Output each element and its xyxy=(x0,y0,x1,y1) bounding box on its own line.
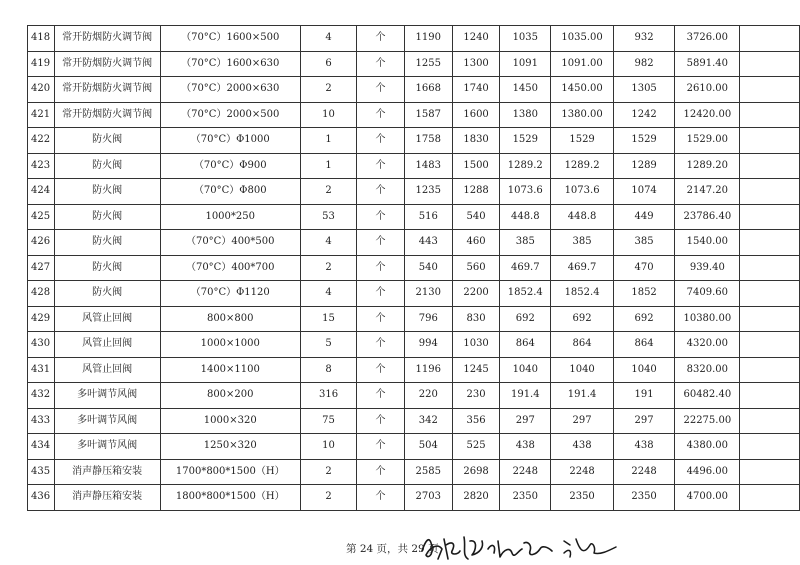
table-cell: 防火阀 xyxy=(54,179,160,205)
table-cell: 1040 xyxy=(613,357,675,383)
table-cell: 4320.00 xyxy=(675,332,740,358)
page-number: 第 24 页，共 29 页 xyxy=(346,543,439,555)
table-cell: 1529 xyxy=(551,128,613,154)
table-cell: 12420.00 xyxy=(675,102,740,128)
table-cell xyxy=(740,153,800,179)
table-cell: 个 xyxy=(357,255,404,281)
table-cell: 防火阀 xyxy=(54,281,160,307)
table-cell: 常开防烟防火调节阀 xyxy=(54,77,160,103)
table-cell: 1668 xyxy=(404,77,452,103)
table-cell: 1242 xyxy=(613,102,675,128)
table-cell: 5 xyxy=(300,332,356,358)
table-cell: 422 xyxy=(28,128,55,154)
table-row xyxy=(28,434,800,460)
table-cell: 1196 xyxy=(404,357,452,383)
table-cell: 1289.2 xyxy=(500,153,551,179)
table-cell: 425 xyxy=(28,204,55,230)
table-cell: 191.4 xyxy=(551,383,613,409)
table-cell xyxy=(740,179,800,205)
table-cell xyxy=(740,306,800,332)
table-row xyxy=(28,26,800,52)
table-cell: 60482.40 xyxy=(675,383,740,409)
table-cell: 4 xyxy=(300,26,356,52)
table-cell: 864 xyxy=(500,332,551,358)
table-cell: 1073.6 xyxy=(551,179,613,205)
table-cell: 356 xyxy=(452,408,499,434)
table-row xyxy=(28,306,800,332)
table-cell: 438 xyxy=(613,434,675,460)
table-cell: （70°C）2000×500 xyxy=(160,102,300,128)
table-cell: 个 xyxy=(357,230,404,256)
table-cell: 15 xyxy=(300,306,356,332)
table-cell: 23786.40 xyxy=(675,204,740,230)
table-row xyxy=(28,357,800,383)
table-body xyxy=(28,26,800,511)
table-cell: （70°C）Φ800 xyxy=(160,179,300,205)
table-cell: 4700.00 xyxy=(675,485,740,511)
table-cell xyxy=(740,459,800,485)
table-cell xyxy=(740,485,800,511)
table-cell xyxy=(740,51,800,77)
table-cell: 1030 xyxy=(452,332,499,358)
table-cell: 525 xyxy=(452,434,499,460)
table-cell: 个 xyxy=(357,459,404,485)
table-cell: 1255 xyxy=(404,51,452,77)
table-cell: 1000×1000 xyxy=(160,332,300,358)
table-cell: 1073.6 xyxy=(500,179,551,205)
table-cell: 436 xyxy=(28,485,55,511)
table-cell: 1700*800*1500（H） xyxy=(160,459,300,485)
table-cell: 1600 xyxy=(452,102,499,128)
table-cell xyxy=(740,383,800,409)
table-cell: 1091 xyxy=(500,51,551,77)
table-row xyxy=(28,281,800,307)
table-cell: 423 xyxy=(28,153,55,179)
table-cell: 1 xyxy=(300,153,356,179)
table-cell: 540 xyxy=(404,255,452,281)
table-cell: 220 xyxy=(404,383,452,409)
table-row xyxy=(28,102,800,128)
table-cell: 1300 xyxy=(452,51,499,77)
table-cell: 个 xyxy=(357,357,404,383)
table-cell: 2703 xyxy=(404,485,452,511)
table-cell: 385 xyxy=(551,230,613,256)
table-cell: （70°C）Φ1120 xyxy=(160,281,300,307)
table-cell: 53 xyxy=(300,204,356,230)
table-cell: 2248 xyxy=(500,459,551,485)
table-cell: 297 xyxy=(613,408,675,434)
table-cell: 426 xyxy=(28,230,55,256)
table-cell: 418 xyxy=(28,26,55,52)
table-cell: 1235 xyxy=(404,179,452,205)
table-cell: 风管止回阀 xyxy=(54,332,160,358)
table-cell xyxy=(740,434,800,460)
table-cell: 2820 xyxy=(452,485,499,511)
table-cell: 800×200 xyxy=(160,383,300,409)
table-cell: 2147.20 xyxy=(675,179,740,205)
table-cell: 75 xyxy=(300,408,356,434)
table-cell: 1800*800*1500（H） xyxy=(160,485,300,511)
table-cell: 428 xyxy=(28,281,55,307)
table-cell: 1035 xyxy=(500,26,551,52)
table-cell: 防火阀 xyxy=(54,230,160,256)
table-cell: 2 xyxy=(300,255,356,281)
table-cell: 316 xyxy=(300,383,356,409)
page-footer xyxy=(0,537,800,557)
table-cell: 385 xyxy=(613,230,675,256)
table-cell: 个 xyxy=(357,51,404,77)
table-cell: 435 xyxy=(28,459,55,485)
table-cell: 6 xyxy=(300,51,356,77)
table-cell: 4496.00 xyxy=(675,459,740,485)
table-cell xyxy=(740,408,800,434)
table-cell: 1091.00 xyxy=(551,51,613,77)
table-cell: 1190 xyxy=(404,26,452,52)
table-cell: 438 xyxy=(500,434,551,460)
table-cell xyxy=(740,204,800,230)
table-cell: 692 xyxy=(551,306,613,332)
table-cell: 830 xyxy=(452,306,499,332)
table-cell: 1529.00 xyxy=(675,128,740,154)
table-row xyxy=(28,255,800,281)
table-cell: 982 xyxy=(613,51,675,77)
table-cell: 4 xyxy=(300,281,356,307)
table-cell: 个 xyxy=(357,281,404,307)
table-cell: （70°C）1600×630 xyxy=(160,51,300,77)
table-cell: 1 xyxy=(300,128,356,154)
table-cell: 469.7 xyxy=(551,255,613,281)
table-cell: 1035.00 xyxy=(551,26,613,52)
table-cell xyxy=(740,77,800,103)
table-cell xyxy=(740,332,800,358)
table-cell: 560 xyxy=(452,255,499,281)
table-cell: 939.40 xyxy=(675,255,740,281)
table-cell: 449 xyxy=(613,204,675,230)
table-cell: 1852.4 xyxy=(500,281,551,307)
table-cell: 个 xyxy=(357,128,404,154)
table-cell: 个 xyxy=(357,332,404,358)
table-cell: 1830 xyxy=(452,128,499,154)
table-cell: 1400×1100 xyxy=(160,357,300,383)
table-cell: 2350 xyxy=(551,485,613,511)
table-cell: 2350 xyxy=(613,485,675,511)
table-cell: 1740 xyxy=(452,77,499,103)
table-cell: 2248 xyxy=(551,459,613,485)
table-cell: 2 xyxy=(300,485,356,511)
table-cell: 448.8 xyxy=(551,204,613,230)
table-cell xyxy=(740,102,800,128)
table-cell: 1288 xyxy=(452,179,499,205)
table-cell: 1540.00 xyxy=(675,230,740,256)
table-cell: 297 xyxy=(551,408,613,434)
table-cell: 800×800 xyxy=(160,306,300,332)
table-cell xyxy=(740,281,800,307)
table-cell: 1000*250 xyxy=(160,204,300,230)
table-cell: 2 xyxy=(300,459,356,485)
table-cell: 4 xyxy=(300,230,356,256)
table-cell: 22275.00 xyxy=(675,408,740,434)
table-cell: 2 xyxy=(300,179,356,205)
table-cell: 460 xyxy=(452,230,499,256)
table-cell: 个 xyxy=(357,26,404,52)
table-cell: 2248 xyxy=(613,459,675,485)
table-cell: 个 xyxy=(357,102,404,128)
table-cell: 1040 xyxy=(551,357,613,383)
table-cell: 个 xyxy=(357,434,404,460)
table-cell: 7409.60 xyxy=(675,281,740,307)
table-row xyxy=(28,77,800,103)
table-cell: 防火阀 xyxy=(54,204,160,230)
table-cell: 191 xyxy=(613,383,675,409)
table-cell: 个 xyxy=(357,204,404,230)
table-cell: 8320.00 xyxy=(675,357,740,383)
table-cell: （70°C）Φ900 xyxy=(160,153,300,179)
table-cell: 2698 xyxy=(452,459,499,485)
table-cell: 1450 xyxy=(500,77,551,103)
table-cell: 常开防烟防火调节阀 xyxy=(54,102,160,128)
table-cell xyxy=(740,255,800,281)
table-cell: 1852 xyxy=(613,281,675,307)
table-cell: 1483 xyxy=(404,153,452,179)
table-cell: 1040 xyxy=(500,357,551,383)
table-cell: 516 xyxy=(404,204,452,230)
signature-image-2 xyxy=(560,531,620,561)
table-cell: 2610.00 xyxy=(675,77,740,103)
table-cell: 864 xyxy=(613,332,675,358)
table-cell: 427 xyxy=(28,255,55,281)
table-cell: 风管止回阀 xyxy=(54,357,160,383)
table-cell: 1000×320 xyxy=(160,408,300,434)
table-cell xyxy=(740,357,800,383)
table-cell: 864 xyxy=(551,332,613,358)
table-row xyxy=(28,51,800,77)
table-cell: 消声静压箱安装 xyxy=(54,485,160,511)
table-cell: 1245 xyxy=(452,357,499,383)
table-cell: 1500 xyxy=(452,153,499,179)
table-row xyxy=(28,128,800,154)
table-cell: 429 xyxy=(28,306,55,332)
table-cell: 1289 xyxy=(613,153,675,179)
table-cell: 1758 xyxy=(404,128,452,154)
table-cell: 430 xyxy=(28,332,55,358)
table-row xyxy=(28,179,800,205)
table-cell: 4380.00 xyxy=(675,434,740,460)
table-row xyxy=(28,383,800,409)
table-cell: 5891.40 xyxy=(675,51,740,77)
table-cell: （70°C）2000×630 xyxy=(160,77,300,103)
table-cell: 1587 xyxy=(404,102,452,128)
table-cell: 420 xyxy=(28,77,55,103)
table-cell: 1074 xyxy=(613,179,675,205)
table-cell: 297 xyxy=(500,408,551,434)
table-cell: 防火阀 xyxy=(54,128,160,154)
table-cell: 多叶调节风阀 xyxy=(54,434,160,460)
table-cell: 1852.4 xyxy=(551,281,613,307)
table-row xyxy=(28,408,800,434)
table-cell: 常开防烟防火调节阀 xyxy=(54,51,160,77)
table-cell: 防火阀 xyxy=(54,153,160,179)
table-cell: 2130 xyxy=(404,281,452,307)
table-cell xyxy=(740,26,800,52)
table-cell: 230 xyxy=(452,383,499,409)
table-cell: 风管止回阀 xyxy=(54,306,160,332)
table-cell: （70°C）Φ1000 xyxy=(160,128,300,154)
table-cell: 常开防烟防火调节阀 xyxy=(54,26,160,52)
table-cell: 个 xyxy=(357,179,404,205)
table-cell: 10 xyxy=(300,102,356,128)
table-cell: 419 xyxy=(28,51,55,77)
table-row xyxy=(28,485,800,511)
table-cell: 个 xyxy=(357,485,404,511)
table-cell: 10 xyxy=(300,434,356,460)
table-cell: 8 xyxy=(300,357,356,383)
table-cell: （70°C）400*500 xyxy=(160,230,300,256)
table-cell: （70°C）400*700 xyxy=(160,255,300,281)
table-cell: 191.4 xyxy=(500,383,551,409)
signature-image xyxy=(418,529,558,565)
table-cell: 2350 xyxy=(500,485,551,511)
table-cell: 431 xyxy=(28,357,55,383)
table-cell: 1450.00 xyxy=(551,77,613,103)
table-row xyxy=(28,459,800,485)
table-cell: 424 xyxy=(28,179,55,205)
table-cell: 1529 xyxy=(613,128,675,154)
table-cell: 796 xyxy=(404,306,452,332)
table-cell: 692 xyxy=(613,306,675,332)
table-cell: 432 xyxy=(28,383,55,409)
table-row xyxy=(28,153,800,179)
price-table xyxy=(27,25,800,511)
table-cell: 433 xyxy=(28,408,55,434)
table-cell: 469.7 xyxy=(500,255,551,281)
table-cell: 342 xyxy=(404,408,452,434)
table-cell: 消声静压箱安装 xyxy=(54,459,160,485)
table-row xyxy=(28,230,800,256)
table-cell: 994 xyxy=(404,332,452,358)
table-cell: 1529 xyxy=(500,128,551,154)
table-cell xyxy=(740,230,800,256)
table-cell: 多叶调节风阀 xyxy=(54,408,160,434)
table-cell: 1240 xyxy=(452,26,499,52)
table-cell: 防火阀 xyxy=(54,255,160,281)
table-cell: 932 xyxy=(613,26,675,52)
table-cell: （70°C）1600×500 xyxy=(160,26,300,52)
table-cell: 1380 xyxy=(500,102,551,128)
table-cell: 个 xyxy=(357,306,404,332)
table-cell: 692 xyxy=(500,306,551,332)
table-cell: 个 xyxy=(357,153,404,179)
table-cell: 1289.20 xyxy=(675,153,740,179)
table-cell: 504 xyxy=(404,434,452,460)
table-cell: 1289.2 xyxy=(551,153,613,179)
table-cell: 448.8 xyxy=(500,204,551,230)
table-cell: 421 xyxy=(28,102,55,128)
table-cell: 个 xyxy=(357,77,404,103)
table-cell: 1380.00 xyxy=(551,102,613,128)
table-cell xyxy=(740,128,800,154)
table-cell: 2200 xyxy=(452,281,499,307)
table-cell: 1250×320 xyxy=(160,434,300,460)
table-cell: 1305 xyxy=(613,77,675,103)
table-row xyxy=(28,204,800,230)
table-cell: 10380.00 xyxy=(675,306,740,332)
table-cell: 2585 xyxy=(404,459,452,485)
table-cell: 443 xyxy=(404,230,452,256)
table-cell: 2 xyxy=(300,77,356,103)
table-cell: 540 xyxy=(452,204,499,230)
table-cell: 434 xyxy=(28,434,55,460)
table-cell: 470 xyxy=(613,255,675,281)
table-cell: 438 xyxy=(551,434,613,460)
table-cell: 385 xyxy=(500,230,551,256)
table-cell: 个 xyxy=(357,383,404,409)
table-cell: 多叶调节风阀 xyxy=(54,383,160,409)
table-cell: 3726.00 xyxy=(675,26,740,52)
table-row xyxy=(28,332,800,358)
table-cell: 个 xyxy=(357,408,404,434)
